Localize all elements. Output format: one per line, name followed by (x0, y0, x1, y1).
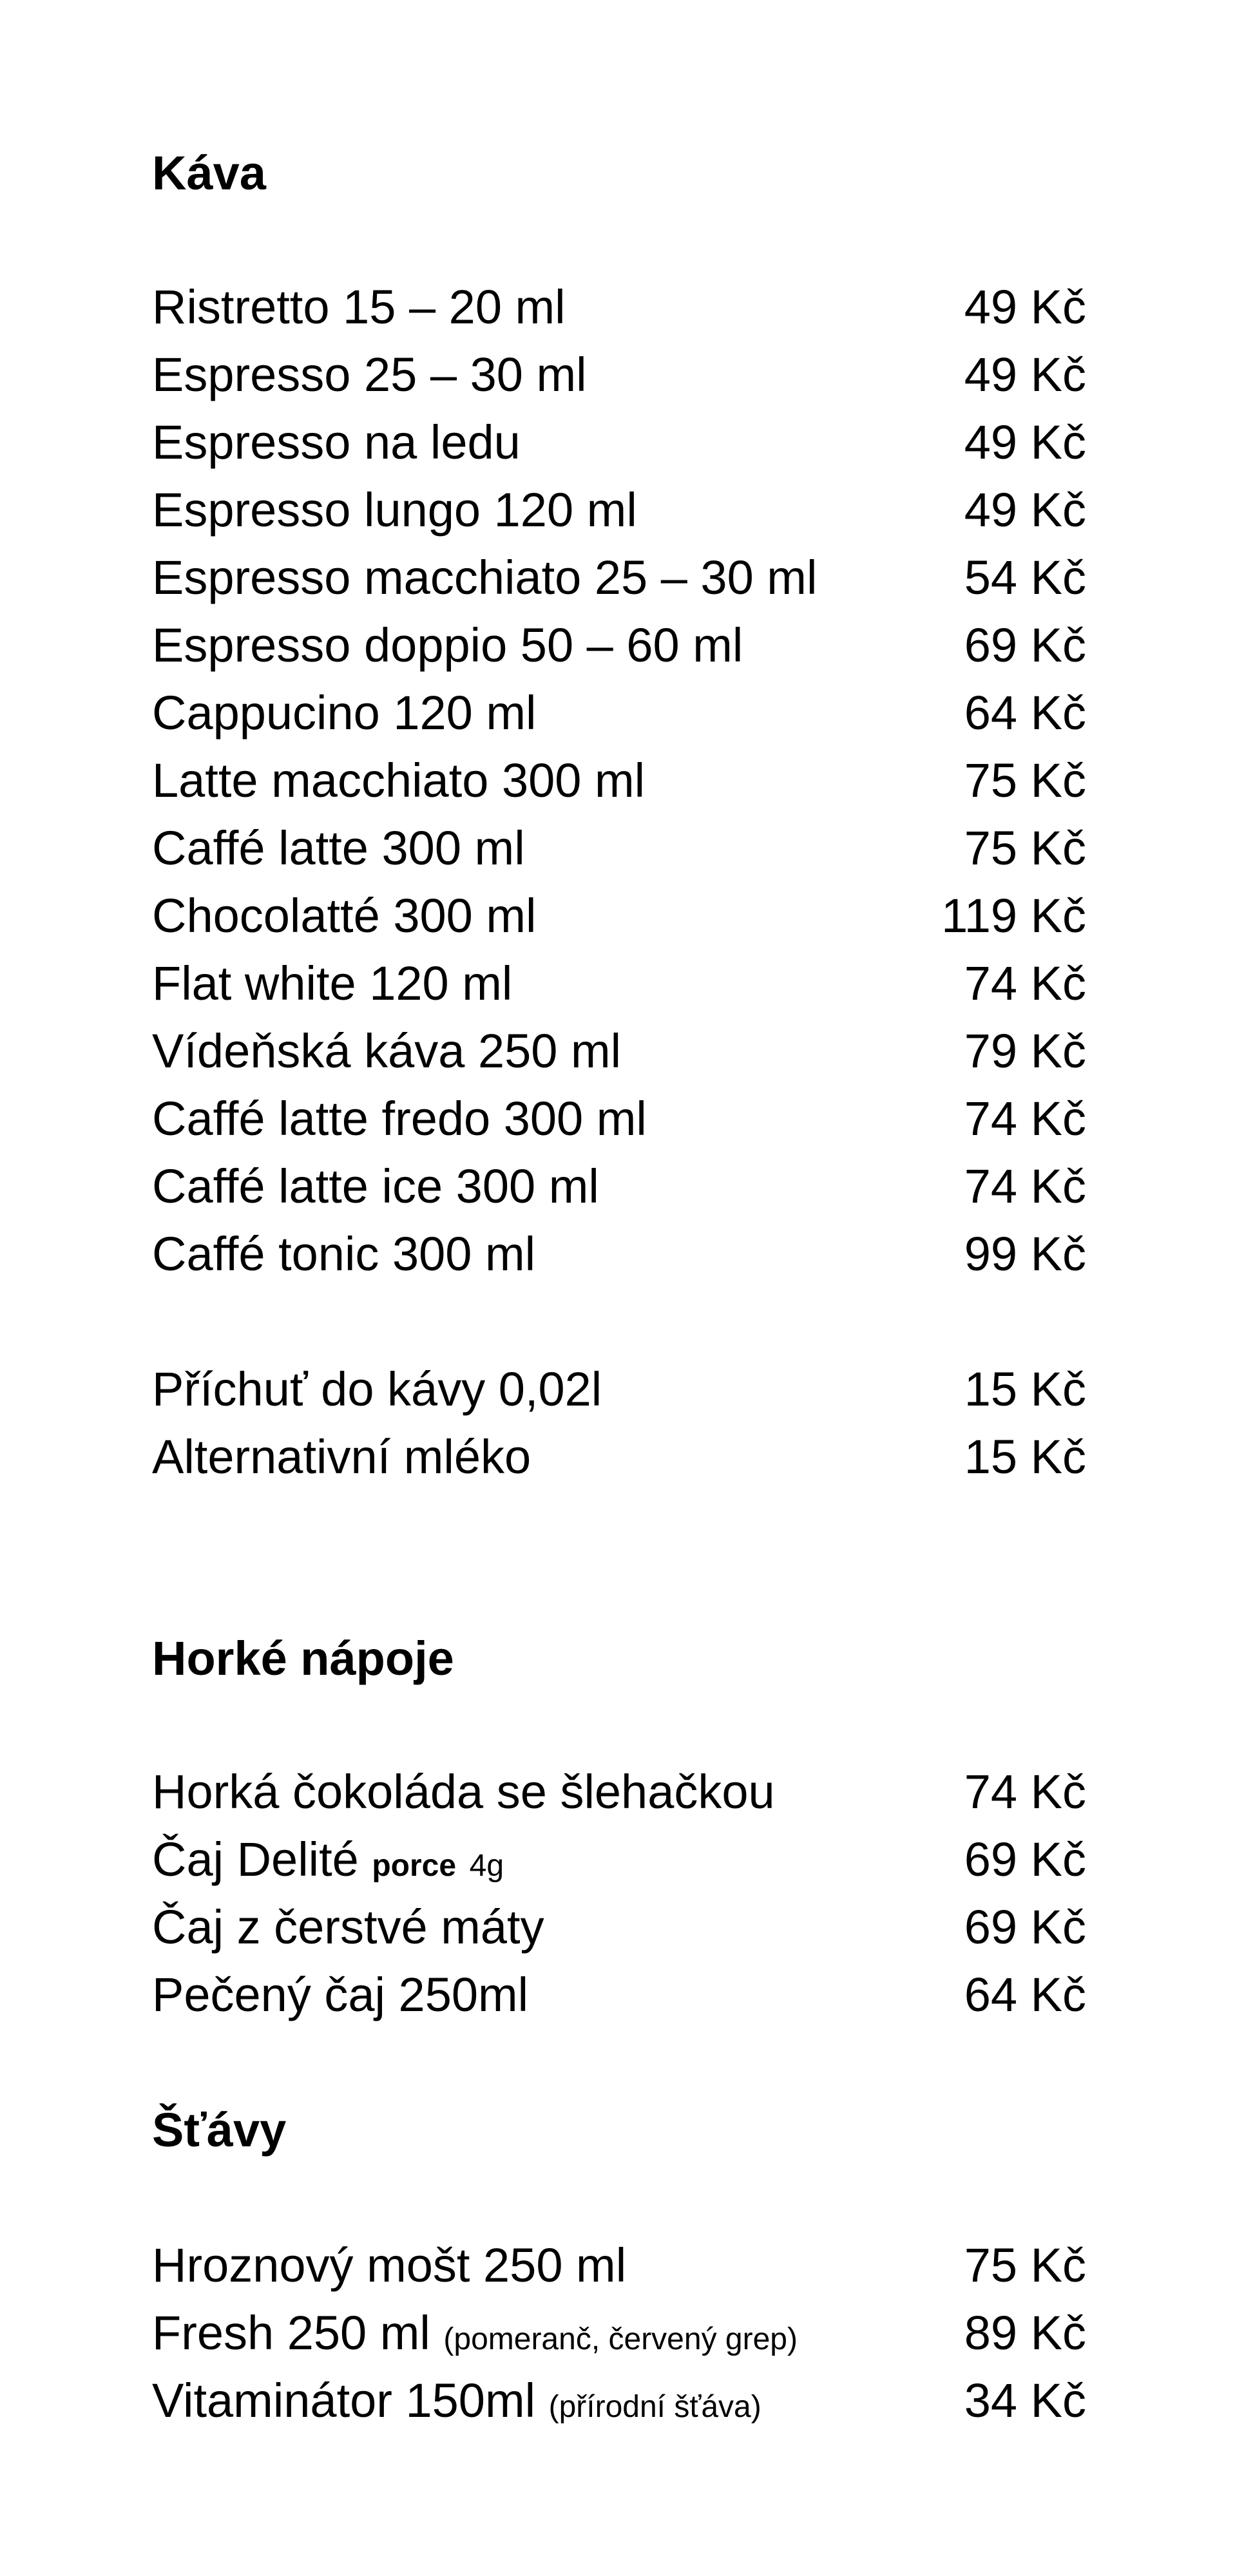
item-price: 75 Kč (964, 754, 1086, 807)
item-price: 54 Kč (964, 551, 1086, 604)
item-price: 74 Kč (964, 1159, 1086, 1213)
menu-item (152, 415, 1086, 483)
menu-item (152, 821, 1086, 889)
item-price: 75 Kč (964, 2238, 1086, 2292)
item-name: Caffé latte 300 ml (152, 821, 525, 875)
item-price: 79 Kč (964, 1024, 1086, 1078)
item-price: 15 Kč (964, 1362, 1086, 1416)
item-price: 75 Kč (964, 821, 1086, 875)
item-price: 99 Kč (964, 1227, 1086, 1281)
item-name: Vídeňská káva 250 ml (152, 1024, 622, 1078)
menu-item (152, 957, 1086, 1024)
item-price: 119 Kč (941, 889, 1086, 942)
item-price: 49 Kč (964, 348, 1086, 401)
menu-item (152, 1900, 1086, 1968)
item-price: 74 Kč (964, 1765, 1086, 1818)
item-name: Hroznový mošt 250 ml (152, 2238, 627, 2292)
item-name: Příchuť do kávy 0,02l (152, 1362, 602, 1416)
item-name-with-note (152, 2306, 798, 2360)
item-name: Espresso doppio 50 – 60 ml (152, 618, 743, 672)
item-price: 49 Kč (964, 415, 1086, 469)
menu-item (152, 1968, 1086, 2036)
item-price: 64 Kč (964, 1968, 1086, 2021)
item-name-with-note (152, 2374, 761, 2427)
menu-item (152, 754, 1086, 821)
section-title-stavy: Šťávy (152, 2103, 287, 2157)
item-price: 74 Kč (964, 1092, 1086, 1145)
item-name: Espresso macchiato 25 – 30 ml (152, 551, 818, 604)
item-price: 49 Kč (964, 280, 1086, 334)
menu-item (152, 1765, 1086, 1833)
item-price: 89 Kč (964, 2306, 1086, 2360)
item-name: Espresso 25 – 30 ml (152, 348, 587, 401)
menu-item (152, 280, 1086, 348)
item-name: Čaj z čerstvé máty (152, 1900, 544, 1954)
item-price: 34 Kč (964, 2374, 1086, 2427)
item-name: Alternativní mléko (152, 1430, 531, 1484)
item-name: Espresso lungo 120 ml (152, 483, 637, 537)
item-price: 74 Kč (964, 957, 1086, 1010)
item-name: Flat white 120 ml (152, 957, 513, 1010)
menu-item (152, 2238, 1086, 2306)
item-name-with-note (152, 1833, 504, 1886)
menu-item (152, 483, 1086, 551)
menu-item (152, 618, 1086, 686)
item-name-text: Vitaminátor 150ml (152, 2374, 536, 2427)
item-name: Cappucino 120 ml (152, 686, 537, 739)
item-name: Caffé latte ice 300 ml (152, 1159, 599, 1213)
item-price: 64 Kč (964, 686, 1086, 739)
item-name: Ristretto 15 – 20 ml (152, 280, 566, 334)
item-note: (přírodní šťáva) (548, 2390, 761, 2424)
item-price: 69 Kč (964, 1900, 1086, 1954)
menu-item (152, 551, 1086, 618)
menu-item (152, 1159, 1086, 1227)
item-name: Caffé tonic 300 ml (152, 1227, 536, 1281)
item-portion-label: porce (372, 1849, 457, 1883)
section-title-kava: Káva (152, 146, 266, 200)
item-name-text: Fresh 250 ml (152, 2306, 430, 2360)
menu-item (152, 348, 1086, 415)
menu-item (152, 889, 1086, 957)
item-name: Chocolatté 300 ml (152, 889, 537, 942)
item-name: Espresso na ledu (152, 415, 521, 469)
item-name-text: Čaj Delité (152, 1833, 359, 1886)
item-portion-value: 4g (469, 1849, 504, 1883)
menu-item (152, 1024, 1086, 1092)
menu-extra-item (152, 1430, 1086, 1498)
menu-item (152, 1833, 1086, 1900)
menu-item (152, 2374, 1086, 2441)
menu-extra-item (152, 1362, 1086, 1430)
item-name: Pečený čaj 250ml (152, 1968, 529, 2021)
menu-item (152, 2306, 1086, 2374)
item-note: (pomeranč, červený grep) (443, 2322, 798, 2356)
item-price: 69 Kč (964, 1833, 1086, 1886)
item-price: 15 Kč (964, 1430, 1086, 1484)
menu-item (152, 686, 1086, 754)
item-price: 69 Kč (964, 618, 1086, 672)
menu-item (152, 1092, 1086, 1159)
menu-item (152, 1227, 1086, 1295)
item-name: Horká čokoláda se šlehačkou (152, 1765, 775, 1818)
item-price: 49 Kč (964, 483, 1086, 537)
item-name: Latte macchiato 300 ml (152, 754, 646, 807)
item-name: Caffé latte fredo 300 ml (152, 1092, 647, 1145)
section-title-horke-napoje: Horké nápoje (152, 1632, 454, 1685)
